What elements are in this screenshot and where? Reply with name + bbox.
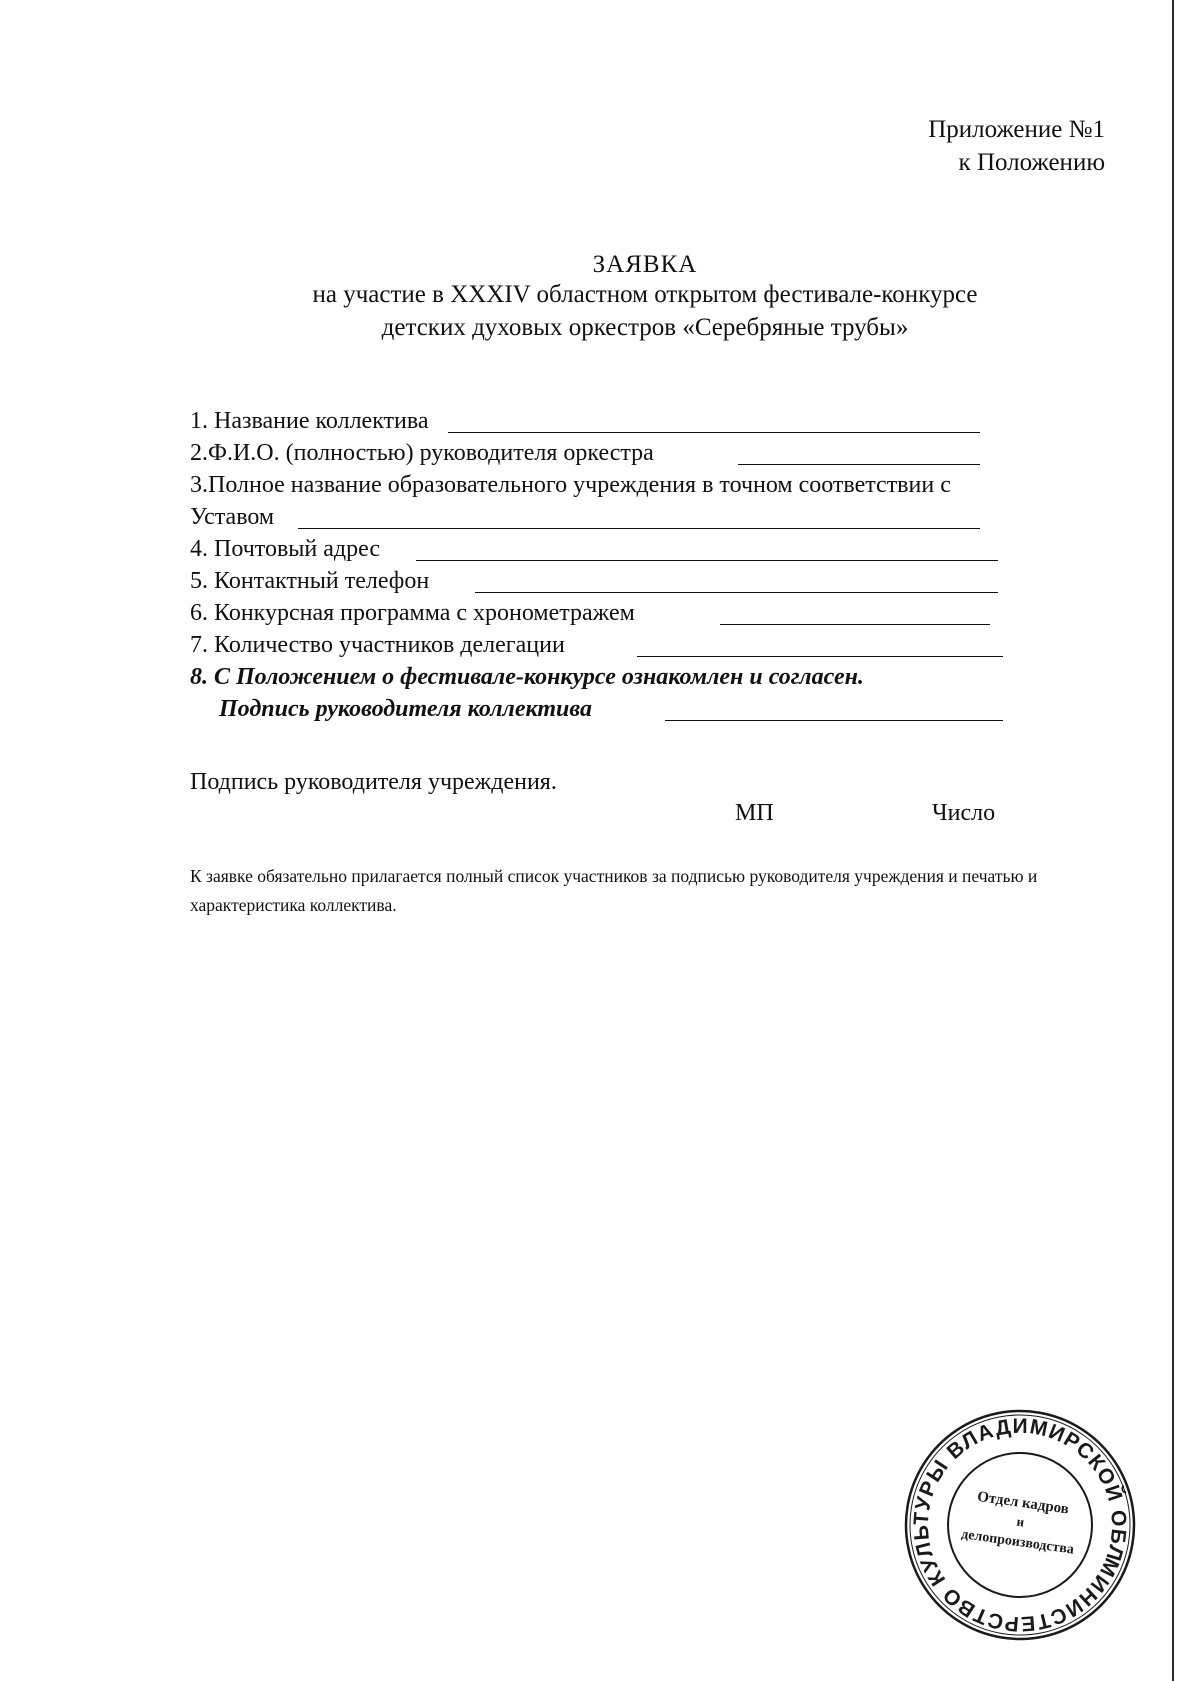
field-agreement [190, 661, 1090, 693]
institution-head-signature-label: Подпись руководителя учреждения. [190, 769, 557, 795]
appendix-label [785, 113, 1105, 179]
field-label: 8. С Положением о фестивале-конкурсе ознакомлен и согласен. [190, 664, 864, 690]
fill-in-line[interactable] [475, 592, 998, 593]
field-label: 2.Ф.И.О. (полностью) руководителя оркестра [190, 440, 654, 466]
field-program [190, 597, 1090, 629]
field-label: 5. Контактный телефон [190, 568, 430, 594]
seal-inner-line3: делопроизводства [960, 1527, 1075, 1558]
field-label: 7. Количество участников делегации [190, 632, 565, 658]
appendix-number: Приложение №1 [928, 116, 1105, 143]
document-subtitle-line2: детских духовых оркестров «Серебряные трубы» [381, 314, 909, 341]
field-label: 1. Название коллектива [190, 408, 429, 434]
field-institution-charter [190, 501, 1090, 533]
stamp-place-label: МП [735, 800, 774, 826]
field-label: Уставом [190, 504, 275, 530]
date-label: Число [932, 800, 996, 826]
fill-in-line[interactable] [720, 624, 990, 625]
field-collective-head-signature [190, 693, 1090, 725]
official-seal-stamp [900, 1405, 1140, 1645]
fill-in-line[interactable] [448, 432, 980, 433]
field-postal-address [190, 533, 1090, 565]
field-collective-name [190, 405, 1090, 437]
field-conductor-name [190, 437, 1090, 469]
field-label: 4. Почтовый адрес [190, 536, 381, 562]
footnote: К заявке обязательно прилагается полный список участников за подписью руководителя учреждения и печатью и характеристика коллектива. [190, 866, 1038, 915]
fill-in-line[interactable] [637, 656, 1003, 657]
field-delegation-count [190, 629, 1090, 661]
fill-in-line[interactable] [298, 528, 980, 529]
application-form [190, 405, 1090, 725]
seal-inner-line1: Отдел кадров [976, 1488, 1070, 1518]
field-phone [190, 565, 1090, 597]
document-subtitle-line1: на участие в XXXIV областном открытом фестивале-конкурсе [312, 281, 978, 308]
field-label: 6. Конкурсная программа с хронометражем [190, 600, 635, 626]
signature-line[interactable] [665, 720, 1003, 721]
fill-in-line[interactable] [416, 560, 998, 561]
field-label: Подпись руководителя коллектива [219, 696, 592, 722]
appendix-reference: к Положению [958, 149, 1105, 176]
field-label: 3.Полное название образовательного учреждения в точном соответствии с [190, 472, 951, 498]
fill-in-line[interactable] [738, 464, 980, 465]
seal-inner-line2: и [1015, 1513, 1026, 1530]
document-title: ЗАЯВКА [592, 251, 698, 278]
field-institution-name [190, 469, 1090, 501]
seal-outer-text: МИНИСТЕРСТВО КУЛЬТУРЫ ВЛАДИМИРСКОЙ ОБЛАСТИ [909, 1414, 1131, 1636]
